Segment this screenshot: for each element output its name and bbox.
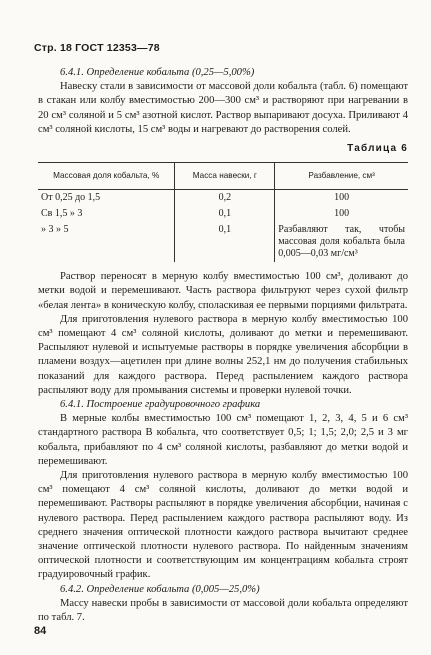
table-cell: Разбавляют так, чтобы массовая доля кобальта была 0,005—0,03 мг/см³ (275, 222, 408, 262)
document-body (38, 66, 408, 625)
paragraph-3: Для приготовления нулевого раствора в мерную колбу вместимостью 100 см³ помещают 4 см³ соляной кислоты, доливают до метки и перемешивают. Распыляют нулевой и испытуемые растворы в порядке увеличения абсорбции в пламени воздух—ацетилен при длине волны 252,1 нм до получения стабильных показаний для каждого раствора. Перед распылением каждого раствора распыляют воду для промывания системы и проверки нулевой точки. (38, 313, 408, 396)
table-cell: 0,1 (175, 206, 275, 222)
table-row (38, 206, 408, 222)
table-cell: » 3 » 5 (41, 224, 69, 236)
table-header-cell: Массовая доля кобальта, % (38, 163, 175, 190)
page-header: Стр. 18 ГОСТ 12353—78 (34, 42, 160, 54)
table-cell: 100 (275, 206, 408, 222)
table-row (38, 190, 408, 207)
table-6 (38, 162, 408, 262)
section-heading-6-4-1: 6.4.1. Определение кобальта (0,25—5,00%) (60, 67, 255, 78)
table-cell: От 0,25 до 1,5 (41, 192, 101, 204)
page-number: 84 (34, 625, 47, 637)
table-header-cell: Разбавление, см³ (275, 163, 408, 190)
paragraph-6: Массу навески пробы в зависимости от массовой доли кобальта определяют по табл. 7. (38, 597, 408, 624)
table-header-cell: Масса навески, г (175, 163, 275, 190)
table-cell: 100 (275, 190, 408, 207)
paragraph-4: В мерные колбы вместимостью 100 см³ помещают 1, 2, 3, 4, 5 и 6 см³ стандартного раствора В кобальта, что соответствует 0,5; 1; 1,5; 2,0; 2,5 и 3 мг кобальта, прибавляют по 4 см³ соляной кислоты, разбавляют до метки водой и перемешивают. (38, 413, 408, 467)
section-heading-calibration: 6.4.1. Построение градуировочного графика (60, 399, 261, 411)
table-row (38, 222, 408, 262)
paragraph-1: Навеску стали в зависимости от массовой доли кобальта (табл. 6) помещают в стакан или колбу вместимостью 200—300 см³ и растворяют при нагревании в 20 см³ соляной и 5 см³ азотной кислот. Раствор выпаривают досуха. Приливают 4 см³ соляной кислоты, 15 см³ воды и нагревают до растворения солей. (38, 81, 408, 135)
section-heading-6-4-2: 6.4.2. Определение кобальта (0,005—25,0%) (60, 583, 260, 595)
table-title: Таблица 6 (347, 143, 408, 155)
table-cell: 0,1 (175, 222, 275, 262)
table-cell: Св 1,5 » 3 (41, 208, 83, 220)
paragraph-2: Раствор переносят в мерную колбу вместимостью 100 см³, доливают до метки водой и перемешивают. Часть раствора фильтруют через сухой фильтр «белая лента» в коническую колбу, споласкивая ее первыми порциями фильтрата. (38, 271, 408, 311)
table-cell: 0,2 (175, 190, 275, 207)
paragraph-5: Для приготовления нулевого раствора в мерную колбу вместимостью 100 см³ помещают 4 см³ соляной кислоты, доливают до метки водой и перемешивают. Растворы распыляют в порядке увеличения абсорбции, начиная с нулевого раствора. Перед распылением каждого раствора распыляют воду. Из среднего значения оптической плотности каждого раствора вычитают среднее значение оптической плотности нулевого раствора. По найденным значениям оптической плотности и соответствующим им концентрациям кобальта строят градуировочный график. (38, 470, 408, 581)
table-header-row (38, 163, 408, 190)
